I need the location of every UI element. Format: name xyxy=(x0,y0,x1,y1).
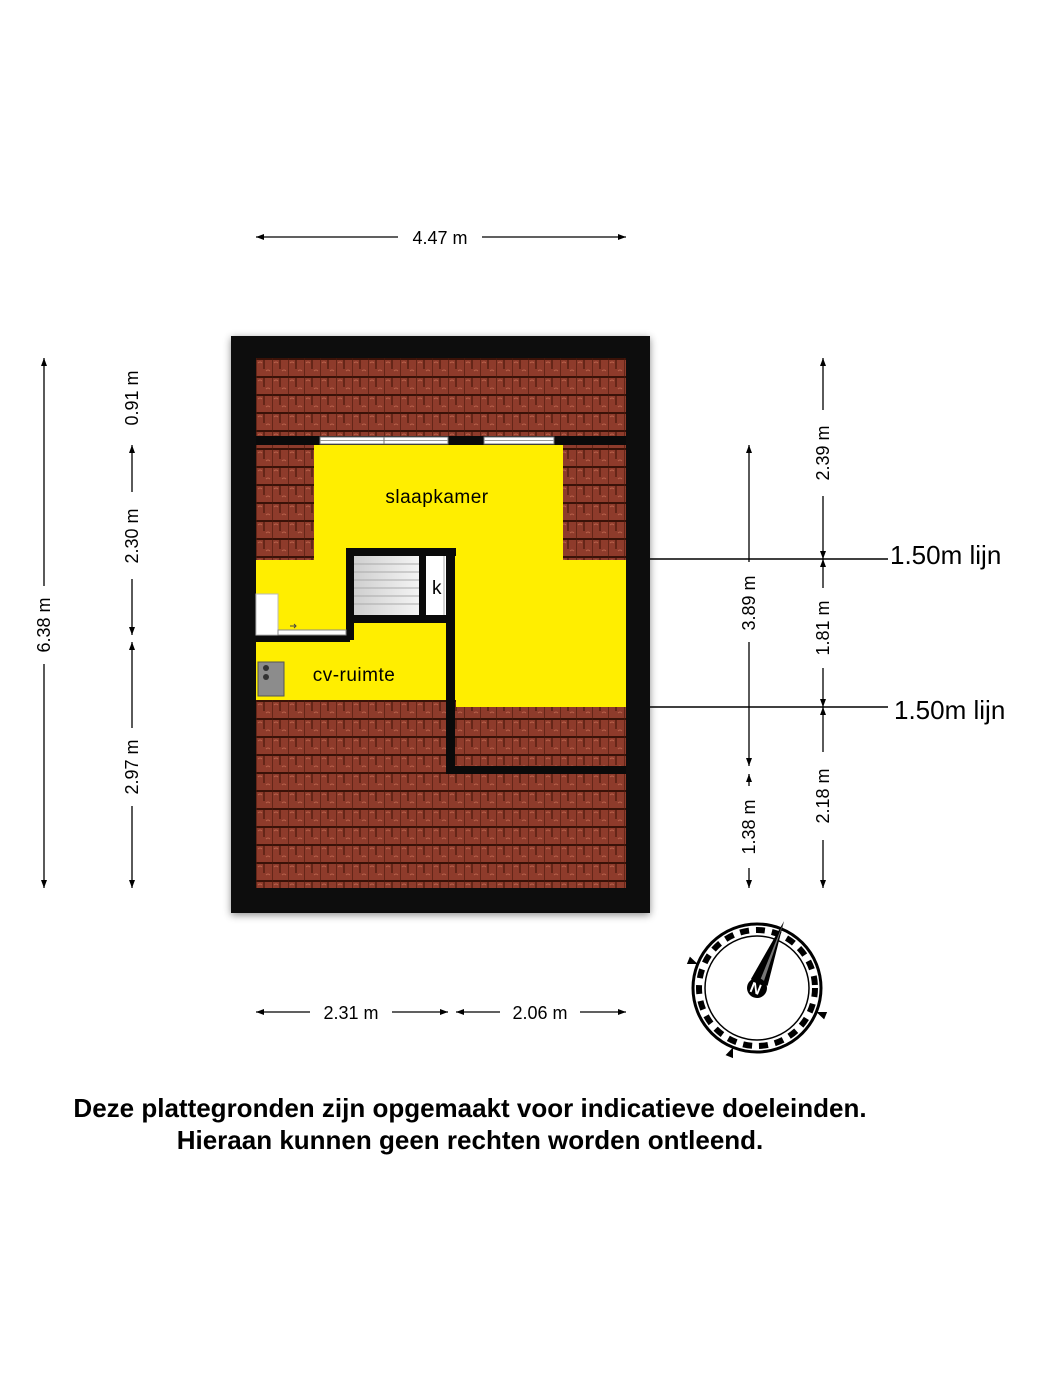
wall-cabinet xyxy=(256,594,278,635)
closet-label: k xyxy=(432,578,442,599)
dim-right-inner-bottom: 1.38 m xyxy=(739,799,759,855)
staircase xyxy=(354,556,419,615)
dim-right-inner-top: 3.89 m xyxy=(739,575,759,631)
partition-wall xyxy=(446,548,455,774)
dim-left-total: 6.38 m xyxy=(34,597,54,653)
dim-left-middle: 2.30 m xyxy=(122,508,142,564)
disclaimer-line-1: Deze plattegronden zijn opgemaakt voor indicatieve doeleinden. xyxy=(73,1093,867,1123)
boiler-icon xyxy=(258,662,284,696)
height-line-lower-label: 1.50m lijn xyxy=(894,695,1006,725)
dim-bottom-left: 2.31 m xyxy=(323,1003,379,1023)
disclaimer xyxy=(0,1092,940,1156)
dim-right-outer-bottom: 2.18 m xyxy=(813,768,833,824)
closet-wall xyxy=(419,548,426,618)
compass-north-label: N xyxy=(747,979,764,999)
dim-bottom-right: 2.06 m xyxy=(512,1003,568,1023)
knee-wall-lower xyxy=(446,766,626,774)
sliding-door xyxy=(278,630,346,635)
dim-left-bottom: 2.97 m xyxy=(122,739,142,795)
stairwell-wall-left xyxy=(346,548,354,640)
interior-wall-cv xyxy=(256,635,350,642)
stairwell-wall-bottom xyxy=(346,615,448,623)
dim-right-outer-middle: 1.81 m xyxy=(813,600,833,656)
room-label-bedroom: slaapkamer xyxy=(385,487,489,508)
stairwell-wall-top xyxy=(346,548,456,556)
compass-icon xyxy=(661,894,853,1085)
roof-windows xyxy=(320,437,554,444)
disclaimer-line-2: Hieraan kunnen geen rechten worden ontleend. xyxy=(176,1125,764,1155)
height-line-upper-label: 1.50m lijn xyxy=(890,540,1002,570)
dim-left-top: 0.91 m xyxy=(122,370,142,426)
room-label-boiler-room: cv-ruimte xyxy=(312,665,396,686)
dim-top-width: 4.47 m xyxy=(412,228,468,248)
dim-right-outer-top: 2.39 m xyxy=(813,425,833,481)
